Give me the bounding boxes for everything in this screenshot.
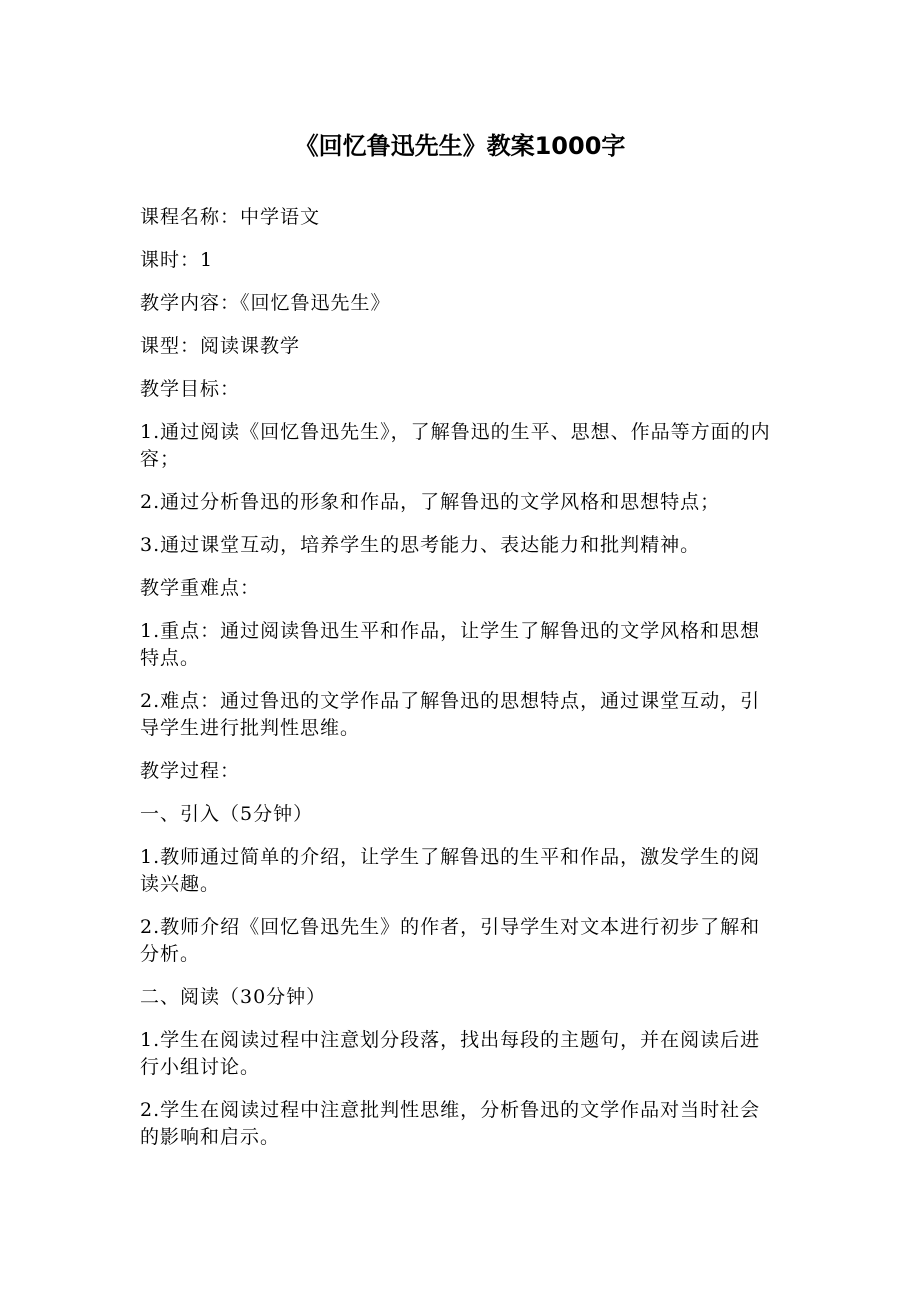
document-body [140, 204, 780, 1167]
paragraph-class-hours: 课时：1 [140, 249, 214, 271]
heading-teaching-goals: 教学目标： [140, 378, 241, 400]
section-introduction: 一、引入（5分钟） [140, 803, 314, 825]
paragraph-teaching-content: 教学内容：《回忆鲁迅先生》 [140, 292, 391, 314]
heading-teaching-process: 教学过程： [140, 760, 241, 782]
heading-key-difficulties: 教学重难点： [140, 577, 261, 599]
paragraph-lesson-type: 课型：阅读课教学 [140, 335, 301, 357]
goal-item-3: 3.通过课堂互动，培养学生的思考能力、表达能力和批判精神。 [140, 534, 701, 556]
section-reading: 二、阅读（30分钟） [140, 986, 327, 1008]
difficulty-item: 2.难点：通过鲁迅的文学作品了解鲁迅的思想特点，通过课堂互动，引导学生进行批判性思维。 [140, 690, 761, 739]
goal-item-1: 1.通过阅读《回忆鲁迅先生》，了解鲁迅的生平、思想、作品等方面的内容； [140, 421, 771, 470]
intro-item-1: 1.教师通过简单的介绍，让学生了解鲁迅的生平和作品，激发学生的阅读兴趣。 [140, 846, 761, 895]
document-title: 《回忆鲁迅先生》教案1000字 [294, 132, 626, 160]
paragraph-course-name: 课程名称：中学语文 [140, 206, 321, 228]
reading-item-1: 1.学生在阅读过程中注意划分段落，找出每段的主题句，并在阅读后进行小组讨论。 [140, 1029, 761, 1078]
key-point-item: 1.重点：通过阅读鲁迅生平和作品，让学生了解鲁迅的文学风格和思想特点。 [140, 620, 761, 669]
intro-item-2: 2.教师介绍《回忆鲁迅先生》的作者，引导学生对文本进行初步了解和分析。 [140, 916, 761, 965]
goal-item-2: 2.通过分析鲁迅的形象和作品，了解鲁迅的文学风格和思想特点； [140, 491, 721, 513]
reading-item-2: 2.学生在阅读过程中注意批判性思维，分析鲁迅的文学作品对当时社会的影响和启示。 [140, 1099, 761, 1148]
